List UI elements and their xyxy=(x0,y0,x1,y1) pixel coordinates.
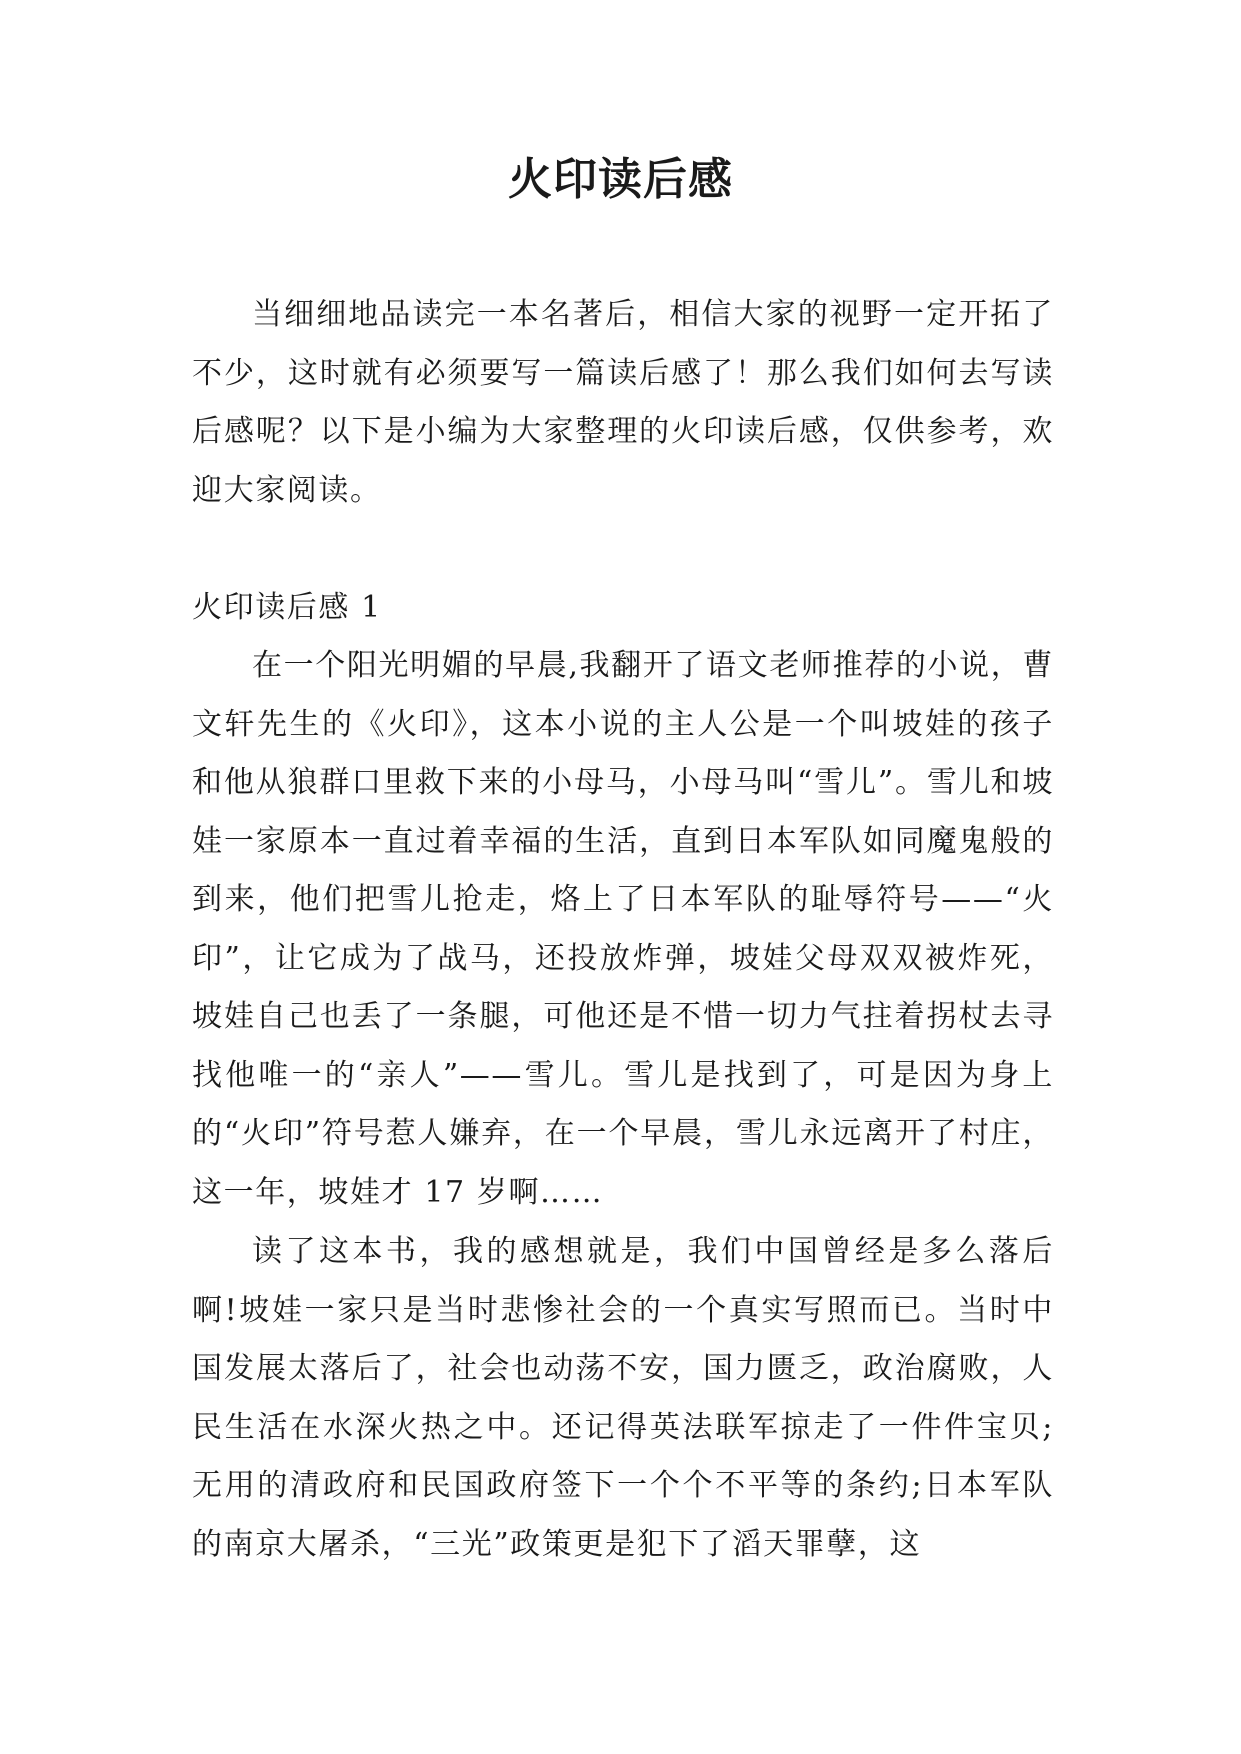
document-title: 火印读后感 xyxy=(508,154,733,205)
intro-paragraph: 当细细地品读完一本名著后，相信大家的视野一定开拓了不少，这时就有必须要写一篇读后感了！那么我们如何去写读后感呢？以下是小编为大家整理的火印读后感，仅供参考，欢迎大家阅读。 xyxy=(192,297,1054,508)
body-paragraph: 在一个阳光明媚的早晨,我翻开了语文老师推荐的小说，曹文轩先生的《火印》，这本小说的主人公是一个叫坡娃的孩子和他从狼群口里救下来的小母马，小母马叫“雪儿”。雪儿和坡娃一家原本一直过着幸福的生活，直到日本军队如同魔鬼般的到来，他们把雪儿抢走，烙上了日本军队的耻辱符号——“火印”，让它成为了战马，还投放炸弹，坡娃父母双双被炸死，坡娃自己也丢了一条腿，可他还是不惜一切力气拄着拐杖去寻找他唯一的“亲人”——雪儿。雪儿是找到了，可是因为身上的“火印”符号惹人嫌弃，在一个早晨，雪儿永远离开了村庄，这一年，坡娃才 17 岁啊…… xyxy=(192,648,1054,1210)
body-paragraph: 读了这本书，我的感想就是，我们中国曾经是多么落后啊!坡娃一家只是当时悲惨社会的一个真实写照而已。当时中国发展太落后了，社会也动荡不安，国力匮乏，政治腐败，人民生活在水深火热之中。还记得英法联军掠走了一件件宝贝;无用的清政府和民国政府签下一个个不平等的条约;日本军队的南京大屠杀，“三光”政策更是犯下了滔天罪孽，这 xyxy=(192,1234,1054,1562)
section-heading: 火印读后感 1 xyxy=(192,590,382,625)
